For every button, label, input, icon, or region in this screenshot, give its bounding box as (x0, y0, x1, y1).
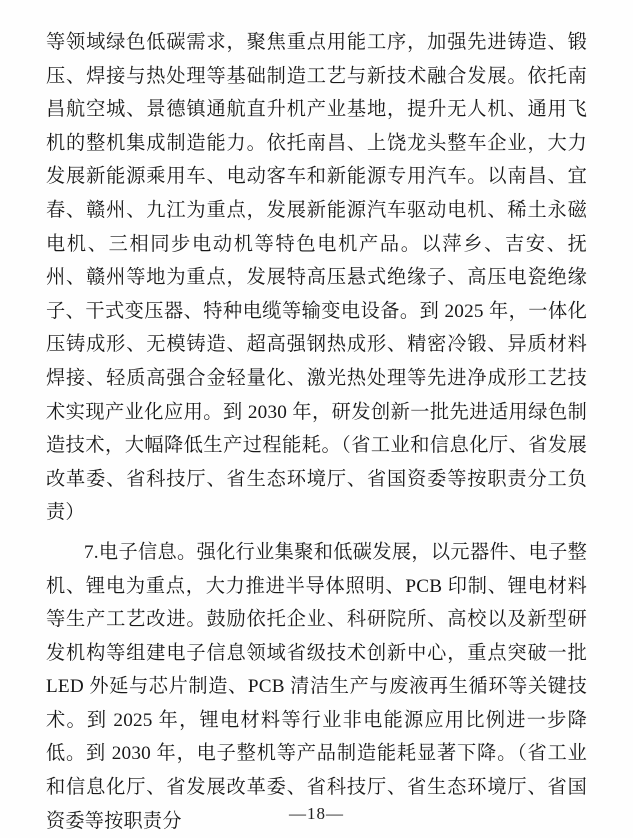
page-body (46, 26, 587, 838)
paragraph-continued: 等领域绿色低碳需求，聚焦重点用能工序，加强先进铸造、锻压、焊接与热处理等基础制造工艺与新技术融合发展。依托南昌航空城、景德镇通航直升机产业基地，提升无人机、通用飞机的整机集成制造能力。依托南昌、上饶龙头整车企业，大力发展新能源乘用车、电动客车和新能源专用汽车。以南昌、宜春、赣州、九江为重点，发展新能源汽车驱动电机、稀土永磁电机、三相同步电动机等特色电机产品。以萍乡、吉安、抚州、赣州等地为重点，发展特高压悬式绝缘子、高压电瓷绝缘子、干式变压器、特种电缆等输变电设备。到 2025 年，一体化压铸成形、无模铸造、超高强钢热成形、精密冷锻、异质材料焊接、轻质高强合金轻量化、激光热处理等先进净成形工艺技术实现产业化应用。到 2030 年，研发创新一批先进适用绿色制造技术，大幅降低生产过程能耗。（省工业和信息化厅、省发展改革委、省科技厅、省生态环境厅、省国资委等按职责分工负责） (46, 32, 587, 524)
paragraph-electronic-information: 7.电子信息。强化行业集聚和低碳发展，以元器件、电子整机、锂电为重点，大力推进半导体照明、PCB 印制、锂电材料等生产工艺改进。鼓励依托企业、科研院所、高校以及新型研发机构等组建电子信息领域省级技术创新中心，重点突破一批 LED 外延与芯片制造、PCB 清洁生产与废液再生循环等关键技术。到 2025 年，锂电材料等行业非电能源应用比例进一步降低。到 2030 年，电子整机等产品制造能耗显著下降。（省工业和信息化厅、省发展改革委、省科技厅、省生态环境厅、省国资委等按职责分 (46, 541, 587, 832)
page-number: —18— (289, 804, 344, 823)
